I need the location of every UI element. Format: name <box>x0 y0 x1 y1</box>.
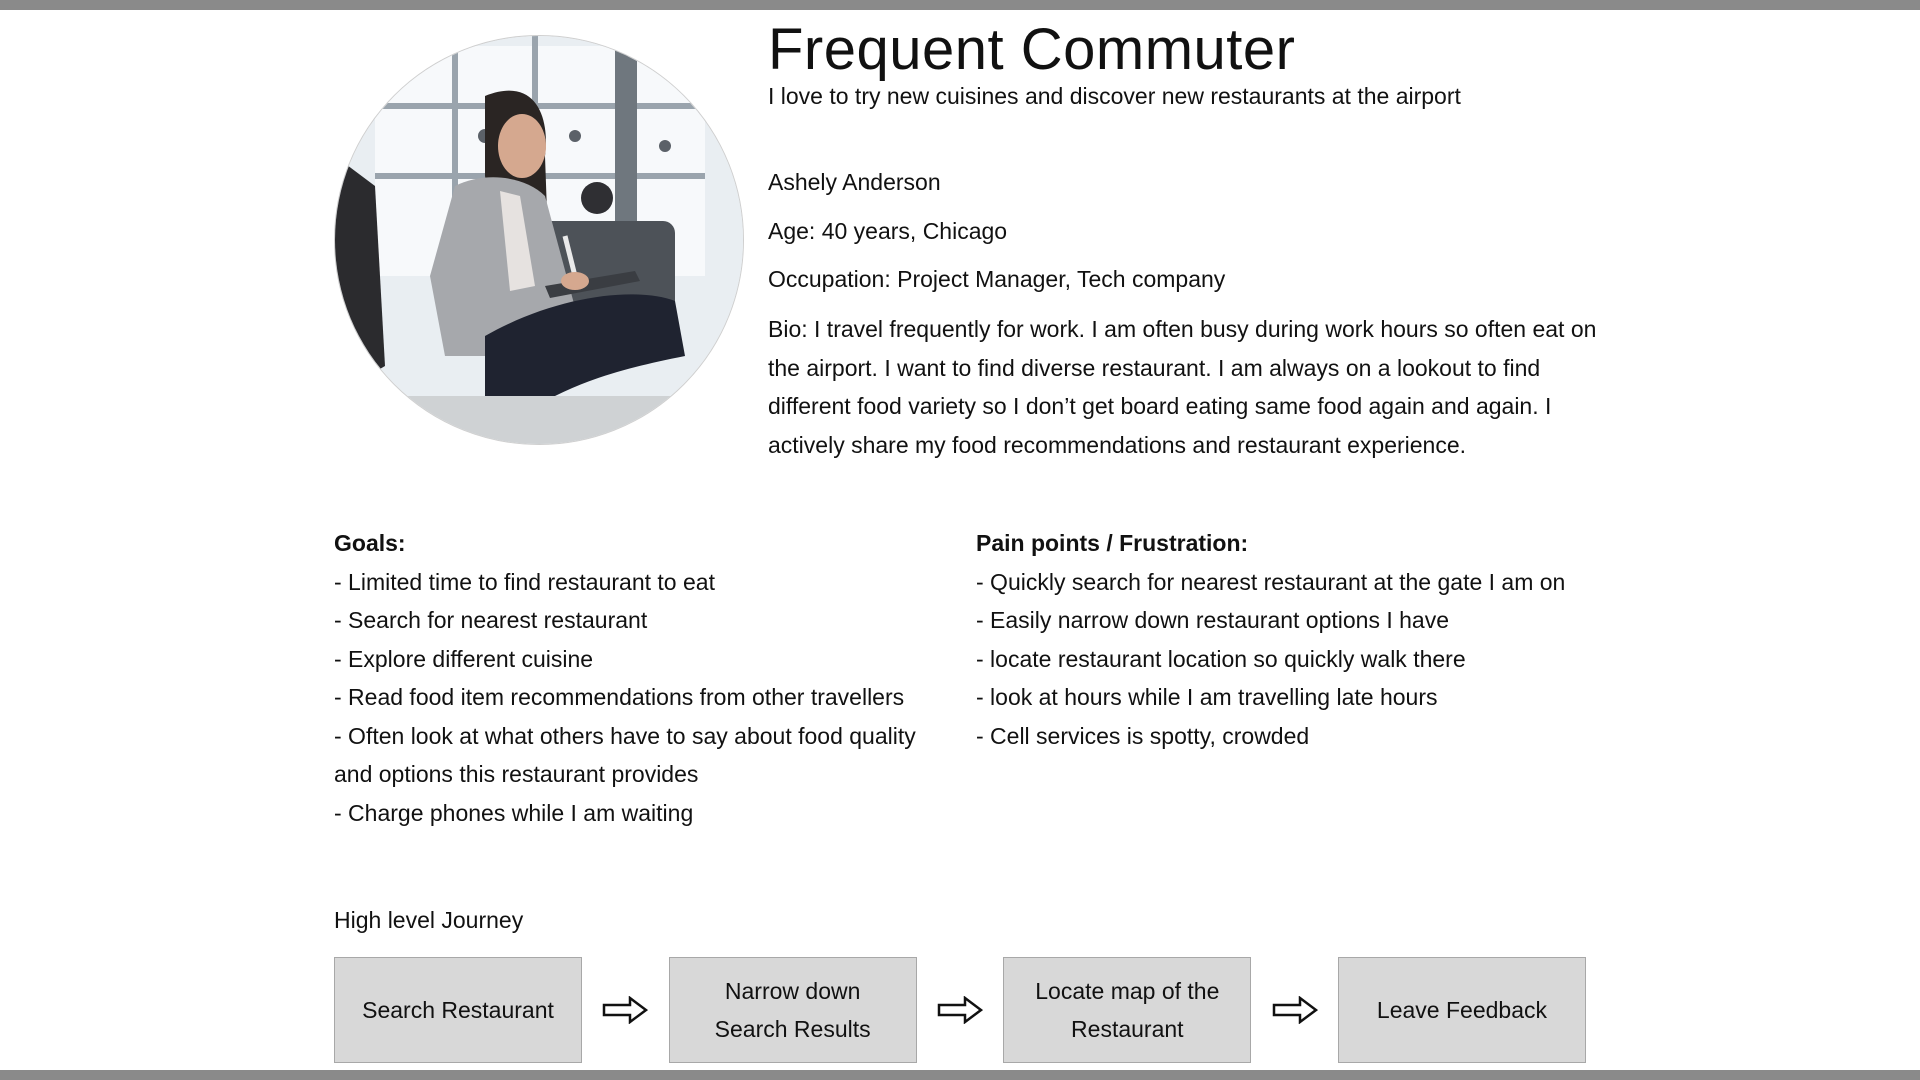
persona-tagline: I love to try new cuisines and discover new restaurants at the airport <box>768 83 1461 109</box>
journey-label: High level Journey <box>334 907 524 933</box>
goal-item: - Explore different cuisine <box>334 645 594 672</box>
journey-step-feedback: Leave Feedback <box>1338 957 1586 1063</box>
goal-item: - Read food item recommendations from other travellers <box>334 684 905 710</box>
pain-point-item: - Cell services is spotty, crowded <box>976 722 1310 749</box>
pain-point-item: - look at hours while I am travelling late hours <box>976 684 1438 710</box>
persona-bio: Bio: I travel frequently for work. I am often busy during work hours so often eat on the airport. I want to find diverse restaurant. I am always on a lookout to find different food variety so I don’t get board eating same food again and again. I actively share my food recommendations and restaurant experience. <box>768 316 1597 458</box>
goal-item: - Often look at what others have to say about food quality and options this restaurant provides <box>334 722 916 787</box>
journey-step-search: Search Restaurant <box>334 957 582 1063</box>
persona-name: Ashely Anderson <box>768 169 941 195</box>
right-arrow-icon <box>935 995 985 1025</box>
journey-step-locate: Locate map of the Restaurant <box>1003 957 1251 1063</box>
goal-item: - Search for nearest restaurant <box>334 607 648 633</box>
goal-item: - Charge phones while I am waiting <box>334 799 694 826</box>
right-arrow-icon <box>1270 995 1320 1025</box>
goals-section <box>334 524 934 832</box>
pain-points-heading: Pain points / Frustration: <box>976 530 1249 556</box>
persona-occupation: Occupation: Project Manager, Tech company <box>768 266 1226 292</box>
journey-step-narrow: Narrow down Search Results <box>669 957 917 1063</box>
bottom-border-bar <box>0 1070 1920 1080</box>
persona-title: Frequent Commuter <box>768 17 1296 82</box>
journey-flow <box>334 956 1586 1064</box>
pain-point-item: - locate restaurant location so quickly walk there <box>976 645 1466 672</box>
goals-heading: Goals: <box>334 530 406 556</box>
right-arrow-icon <box>600 995 650 1025</box>
pain-point-item: - Easily narrow down restaurant options I have <box>976 607 1450 633</box>
pain-points-section <box>976 524 1616 755</box>
top-border-bar <box>0 0 1920 10</box>
pain-point-item: - Quickly search for nearest restaurant at the gate I am on <box>976 568 1566 595</box>
persona-age: Age: 40 years, Chicago <box>768 218 1008 244</box>
persona-photo <box>334 35 744 445</box>
goal-item: - Limited time to find restaurant to eat <box>334 568 715 595</box>
